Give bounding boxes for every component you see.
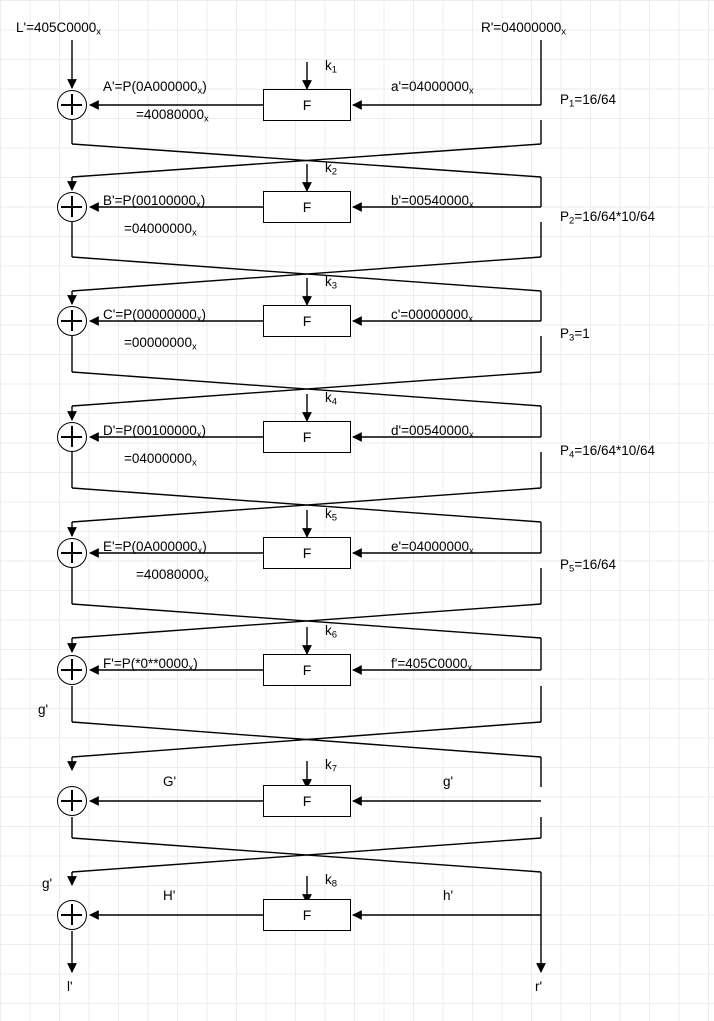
left-output-round-2-cont: $=04000000_x$ bbox=[124, 221, 197, 239]
xor-gate-round-7 bbox=[57, 786, 87, 816]
probability-round-5: $P_5=16/64$ bbox=[560, 557, 616, 575]
left-output-round-5: $E'=P(0A000000_x)$ bbox=[103, 539, 207, 557]
right-input-round-2: $b'=00540000_x$ bbox=[391, 193, 474, 211]
output-left-label: l' bbox=[67, 979, 73, 994]
right-input-round-6: $f'=405C0000_x$ bbox=[391, 656, 473, 674]
probability-round-1: $P_1=16/64$ bbox=[560, 92, 616, 110]
right-input-round-8: h' bbox=[443, 888, 454, 903]
right-input-round-4: $d'=00540000_x$ bbox=[391, 423, 474, 441]
left-output-round-6: $F'=P(*0**0000_x)$ bbox=[103, 656, 198, 674]
input-left-label: $L'=405C0000_x$ bbox=[16, 20, 102, 38]
key-label-round-1: $k_1$ bbox=[325, 58, 338, 76]
f-function-round-1: F bbox=[263, 89, 351, 121]
left-output-round-7: G' bbox=[163, 774, 177, 789]
f-function-round-5: F bbox=[263, 537, 351, 569]
xor-gate-round-2 bbox=[57, 192, 87, 222]
key-label-round-3: $k_3$ bbox=[325, 274, 338, 292]
left-output-round-3: $C'=P(00000000_x)$ bbox=[103, 307, 207, 325]
key-label-round-4: $k_4$ bbox=[325, 390, 338, 408]
f-function-round-4: F bbox=[263, 421, 351, 453]
probability-round-2: $P_2=16/64*10/64$ bbox=[560, 209, 656, 227]
left-output-round-4: $D'=P(00100000_x)$ bbox=[103, 423, 207, 441]
input-right-label: $R'=04000000_x$ bbox=[481, 20, 567, 38]
left-output-round-5-cont: $=40080000_x$ bbox=[136, 567, 209, 585]
key-label-round-2: $k_2$ bbox=[325, 160, 338, 178]
xor-gate-round-3 bbox=[57, 306, 87, 336]
left-output-round-2: $B'=P(00100000_x)$ bbox=[103, 193, 206, 211]
key-label-round-8: $k_8$ bbox=[325, 872, 338, 890]
f-function-round-2: F bbox=[263, 191, 351, 223]
left-output-round-8: H' bbox=[163, 888, 176, 903]
f-function-round-6: F bbox=[263, 654, 351, 686]
right-input-round-3: $c'=00000000_x$ bbox=[391, 307, 474, 325]
xor-gate-round-1 bbox=[57, 90, 87, 120]
key-label-round-6: $k_6$ bbox=[325, 623, 338, 641]
right-input-round-5: $e'=04000000_x$ bbox=[391, 539, 474, 557]
key-label-round-5: $k_5$ bbox=[325, 506, 338, 524]
right-input-round-7: g' bbox=[443, 774, 454, 789]
f-function-round-8: F bbox=[263, 899, 351, 931]
probability-round-3: $P_3=1$ bbox=[560, 326, 590, 344]
xor-gate-round-5 bbox=[57, 538, 87, 568]
xor-gate-round-6 bbox=[57, 655, 87, 685]
key-label-round-7: $k_7$ bbox=[325, 757, 338, 775]
left-output-round-1-cont: $=40080000_x$ bbox=[136, 107, 209, 125]
annotation-g-prime-round-8: g' bbox=[42, 876, 53, 891]
left-output-round-4-cont: $=04000000_x$ bbox=[124, 451, 197, 469]
xor-gate-round-8 bbox=[57, 900, 87, 930]
right-input-round-1: $a'=04000000_x$ bbox=[391, 79, 474, 97]
annotation-g-prime-round-6: g' bbox=[38, 702, 49, 717]
output-right-label: r' bbox=[535, 979, 543, 994]
left-output-round-3-cont: $=00000000_x$ bbox=[124, 335, 197, 353]
f-function-round-7: F bbox=[263, 785, 351, 817]
left-output-round-1: $A'=P(0A000000_x)$ bbox=[103, 79, 207, 97]
probability-round-4: $P_4=16/64*10/64$ bbox=[560, 443, 656, 461]
f-function-round-3: F bbox=[263, 305, 351, 337]
xor-gate-round-4 bbox=[57, 422, 87, 452]
